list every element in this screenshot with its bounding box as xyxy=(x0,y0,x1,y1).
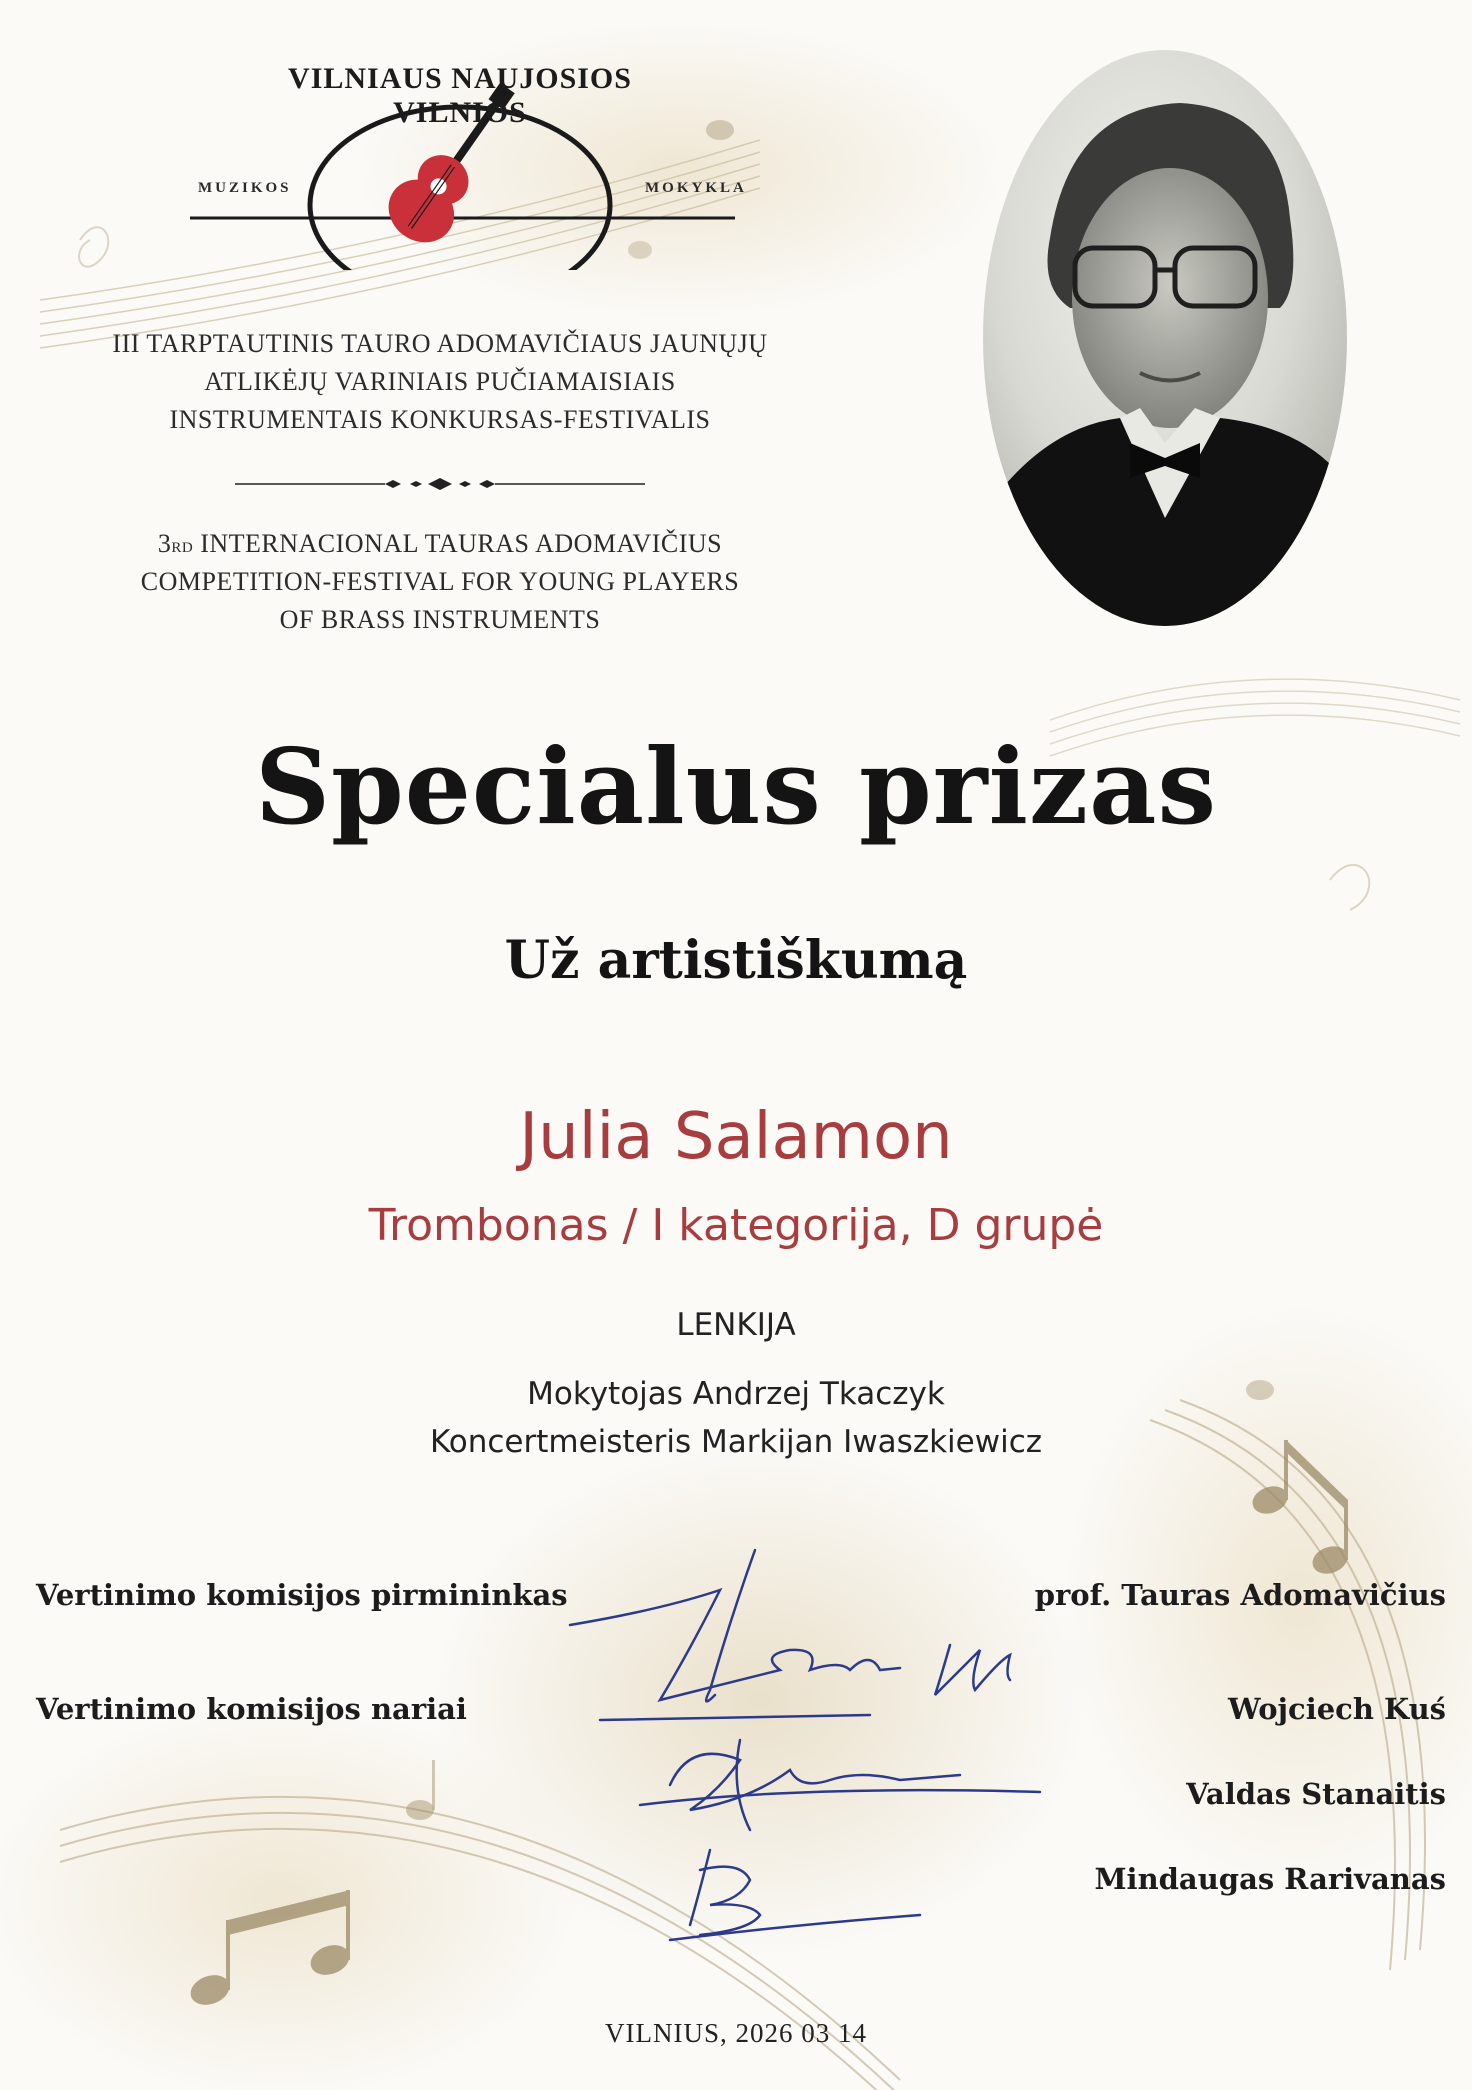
jury-member-name: Mindaugas Rarivanas xyxy=(1094,1862,1446,1896)
recipient-teacher: Mokytojas Andrzej Tkaczyk xyxy=(527,1376,945,1412)
jury-member-name: Wojciech Kuś xyxy=(1228,1692,1446,1726)
award-subtitle: Už artistiškumą xyxy=(504,930,968,991)
ordinal-number: 3 xyxy=(157,529,172,558)
event-heading-lt xyxy=(40,325,840,439)
portrait-photo xyxy=(980,48,1350,628)
ordinal-suffix: RD xyxy=(171,540,194,556)
jury-member-name: Valdas Stanaitis xyxy=(1186,1777,1446,1811)
school-logo xyxy=(150,50,750,270)
heading-en-line: COMPETITION-FESTIVAL FOR YOUNG PLAYERS xyxy=(140,567,740,596)
heading-lt-line: ATLIKĖJŲ VARINIAIS PUČIAMAISIAIS xyxy=(204,367,676,396)
recipient-name: Julia Salamon xyxy=(519,1100,953,1174)
place-date: VILNIUS, 2026 03 14 xyxy=(605,2018,867,2048)
jury-chair-label: Vertinimo komisijos pirmininkas xyxy=(36,1578,568,1612)
heading-lt-line: III TARPTAUTINIS TAURO ADOMAVIČIAUS JAUNŲJŲ xyxy=(112,329,768,358)
ornament-divider xyxy=(235,474,645,494)
heading-en-line xyxy=(40,525,840,563)
recipient-category: Trombonas / I kategorija, D grupė xyxy=(368,1200,1104,1251)
logo-right-text: MOKYKLA xyxy=(645,180,747,196)
heading-en-line: OF BRASS INSTRUMENTS xyxy=(279,605,601,634)
recipient-accompanist: Koncertmeisteris Markijan Iwaszkiewicz xyxy=(429,1424,1043,1460)
recipient-country: LENKIJA xyxy=(676,1307,796,1343)
jury-chair-name: prof. Tauras Adomavičius xyxy=(1034,1578,1446,1612)
jury-members-label: Vertinimo komisijos nariai xyxy=(36,1692,467,1726)
award-title: Specialus prizas xyxy=(254,725,1218,848)
logo-arc-text: VILNIAUS NAUJOSIOS VILNIOS xyxy=(288,62,632,129)
heading-en-line1-rest: INTERNACIONAL TAURAS ADOMAVIČIUS xyxy=(193,529,723,558)
event-heading-en xyxy=(40,525,840,639)
logo-left-text: MUZIKOS xyxy=(198,180,292,196)
heading-lt-line: INSTRUMENTAIS KONKURSAS-FESTIVALIS xyxy=(169,405,711,434)
